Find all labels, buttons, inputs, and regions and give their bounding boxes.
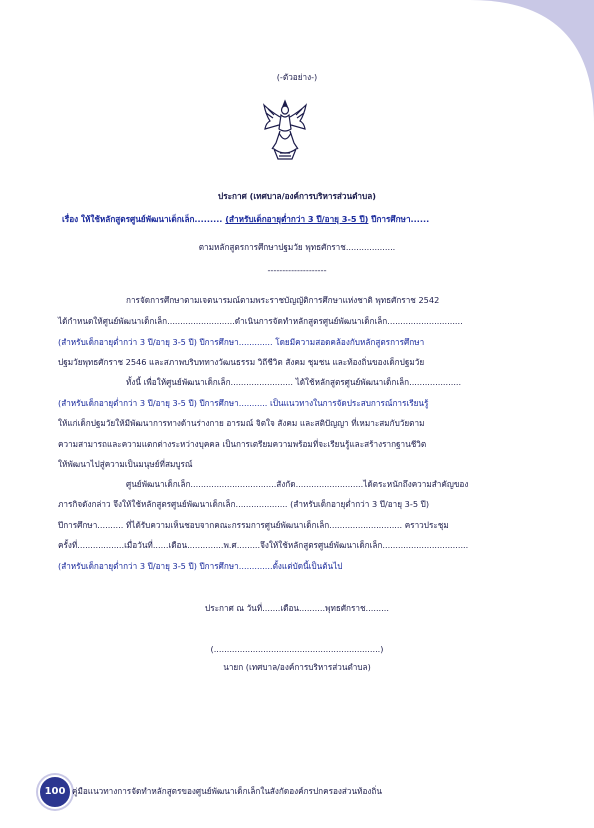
- body-line-8: ความสามารถและความแตกต่างระหว่างบุคคล เป็นการเตรียมความพร้อมที่จะเรียนรู้และสร้างรากฐานชีวิต: [58, 439, 427, 449]
- body-line-10: ศูนย์พัฒนาเด็กเล็ก.................................สังกัด..........................ได้ตระหนักถึงความสำคัญของ: [126, 479, 469, 489]
- body-line-12: ปีการศึกษา.......... ที่ได้รับความเห็นชอบจากคณะกรรมการศูนย์พัฒนาเด็กเล็ก............................ คราวประชุม: [58, 520, 449, 530]
- subject-prefix: เรื่อง ให้ใช้หลักสูตรศูนย์พัฒนาเด็กเล็ก.........: [62, 214, 223, 224]
- body-line-6: (สำหรับเด็กอายุต่ำกว่า 3 ปี/อายุ 3-5 ปี) ปีการศึกษา........... เป็นแนวทางในการจัดประสบการณ์การเรียนรู้: [58, 398, 429, 408]
- signer-title: นายก (เทศบาล/องค์การบริหารส่วนตำบล): [223, 662, 371, 672]
- body-line-1: การจัดการศึกษาตามเจตนารมณ์ตามพระราชบัญญัติการศึกษาแห่งชาติ พุทธศักราช 2542: [126, 295, 440, 305]
- body-line-4: ปฐมวัยพุทธศักราช 2546 และสภาพบริบททางวัฒนธรรม วิถีชีวิต สังคม ชุมชน และท้องถิ่นของเด็กปฐมวัย: [58, 357, 425, 367]
- subject-line: [62, 215, 429, 223]
- page-number-badge: 100: [38, 775, 72, 809]
- announcement-date: ประกาศ ณ วันที่.......เดือน..........พุทธศักราช.........: [205, 603, 389, 613]
- example-label: (-ตัวอย่าง-): [276, 72, 318, 82]
- footer-text: คู่มือแนวทางการจัดทำหลักสูตรของศูนย์พัฒนาเด็กเล็กในสังกัดองค์กรปกครองส่วนท้องถิ่น: [72, 786, 382, 796]
- body-line-14: (สำหรับเด็กอายุต่ำกว่า 3 ปี/อายุ 3-5 ปี) ปีการศึกษา.............ตั้งแต่บัดนี้เป็นต้นไป: [58, 561, 343, 571]
- signature-line: (................................................................): [210, 644, 384, 654]
- garuda-emblem-icon: [262, 99, 308, 161]
- body-line-9: ให้พัฒนาไปสู่ความเป็นมนุษย์ที่สมบูรณ์: [58, 459, 193, 469]
- subject-suffix: ปีการศึกษา......: [371, 214, 430, 224]
- curriculum-basis: ตามหลักสูตรการศึกษาปฐมวัย พุทธศักราช...................: [198, 242, 396, 252]
- body-line-11: ภารกิจดังกล่าว จึงให้ใช้หลักสูตรศูนย์พัฒนาเด็กเล็ก.................... (สำหรับเด็กอายุต่ำกว่า 3 ปี/อายุ 3-5 ปี): [58, 499, 430, 509]
- body-line-3: (สำหรับเด็กอายุต่ำกว่า 3 ปี/อายุ 3-5 ปี) ปีการศึกษา............. โดยมีความสอดคล้องกับหลักสูตรการศึกษา: [58, 337, 425, 347]
- title-divider: --------------------: [267, 265, 327, 275]
- body-line-7: ให้แก่เด็กปฐมวัยให้มีพัฒนาการทางด้านร่างกาย อารมณ์ จิตใจ สังคม และสติปัญญา ที่เหมาะสมกับวัยตาม: [58, 418, 425, 428]
- body-line-5: ทั้งนี้ เพื่อให้ศูนย์พัฒนาเด็กเล็ก........................ ได้ใช้หลักสูตรศูนย์พัฒนาเด็กเล็ก....................: [126, 377, 462, 387]
- body-line-2: ได้กำหนดให้ศูนย์พัฒนาเด็กเล็ก..........................ดำเนินการจัดทำหลักสูตรศูนย์พัฒนาเด็กเล็ก.............................: [58, 316, 463, 326]
- body-line-13: ครั้งที่..................เมื่อวันที่......เดือน..............พ.ศ.........จึงให้ใช้หลักสูตรศูนย์พัฒนาเด็กเล็ก.................................: [58, 540, 469, 550]
- subject-age-range: (สำหรับเด็กอายุต่ำกว่า 3 ปี/อายุ 3-5 ปี): [225, 214, 369, 224]
- announcement-title: ประกาศ (เทศบาล/องค์การบริหารส่วนตำบล): [218, 191, 376, 201]
